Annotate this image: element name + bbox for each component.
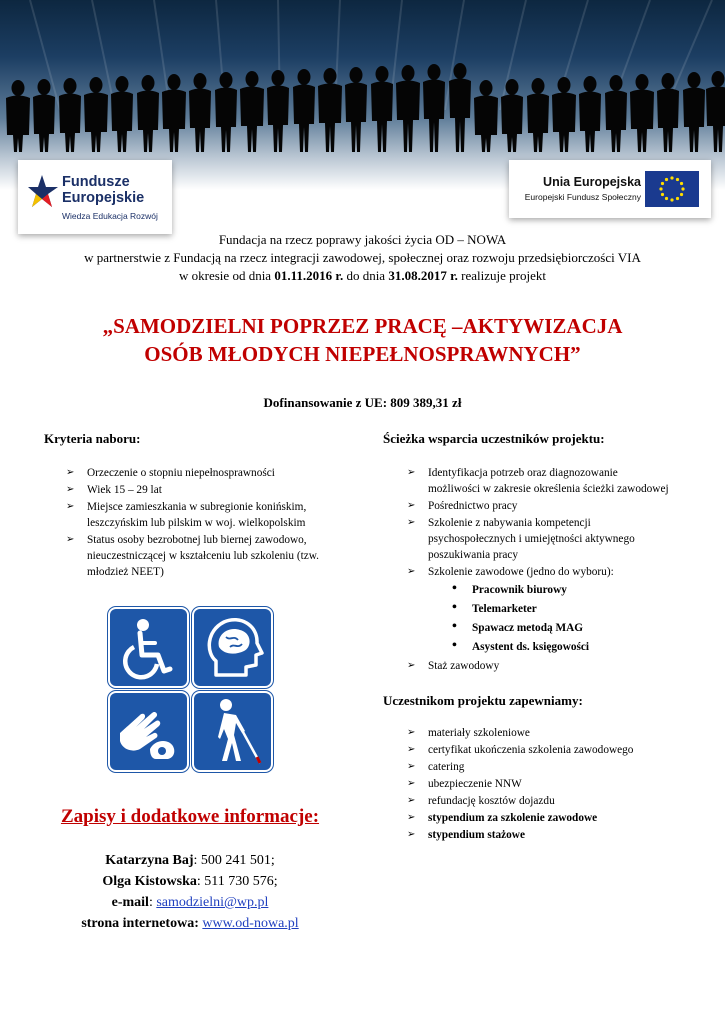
person-silhouette xyxy=(137,75,159,152)
person-silhouette xyxy=(630,74,654,152)
list-item: ➢ Identyfikacja potrzeb oraz diagnozowanie możliwości w zakresie określenia ścieżki zawodowej xyxy=(407,465,672,497)
person-silhouette xyxy=(683,72,705,152)
phone-number: : 511 730 576; xyxy=(196,874,278,889)
signup-heading: Zapisy i dodatkowe informacje: xyxy=(60,806,320,827)
email-label: e-mail xyxy=(111,895,149,910)
person-name: Katarzyna Baj xyxy=(105,853,194,868)
person-silhouette xyxy=(552,77,576,152)
training-options xyxy=(428,582,672,655)
fundusze-europejskie-logo xyxy=(18,160,172,234)
contact-website xyxy=(0,913,380,934)
person-silhouette xyxy=(267,70,289,152)
eu-star xyxy=(680,193,683,196)
training-option: • Telemarketer xyxy=(428,601,672,617)
fe-logo-tagline: Wiedza Edukacja Rozwój xyxy=(62,211,158,221)
website-link[interactable]: www.od-nowa.pl xyxy=(202,916,299,931)
list-item-label: Szkolenie zawodowe (jedno do wyboru): xyxy=(428,566,614,578)
date-from: 01.11.2016 r. xyxy=(274,268,344,283)
fe-logo-line2: Europejskie xyxy=(62,190,145,206)
person-silhouette xyxy=(84,77,108,152)
title-line1: „SAMODZIELNI POPRZEZ PRACĘ –AKTYWIZACJA xyxy=(102,314,623,338)
list-item: ➢ certyfikat ukończenia szkolenia zawodowego xyxy=(407,742,687,758)
eu-star xyxy=(676,197,679,200)
training-option: • Pracownik biurowy xyxy=(428,582,672,598)
ue-logo-line1: Unia Europejska xyxy=(543,175,641,189)
head-brain-icon xyxy=(194,609,271,686)
contact-block xyxy=(0,850,380,934)
list-item: ➢ catering xyxy=(407,759,687,775)
person-silhouette xyxy=(240,71,264,152)
list-item: ➢ refundację kosztów dojazdu xyxy=(407,793,687,809)
person-silhouette xyxy=(527,78,549,152)
phone-number: : 500 241 501; xyxy=(193,853,275,868)
eu-star xyxy=(681,187,684,190)
eu-star xyxy=(676,178,679,181)
contact-email xyxy=(0,892,380,913)
intro-line3-pre: w okresie od dnia xyxy=(179,268,275,283)
training-option: • Asystent ds. księgowości xyxy=(428,639,672,655)
list-item: ➢ Wiek 15 – 29 lat xyxy=(66,482,356,498)
criteria-heading: Kryteria naboru: xyxy=(44,431,141,446)
person-silhouette xyxy=(396,65,420,152)
list-item: ➢ Szkolenie z nabywania kompetencji psychospołecznych i umiejętności aktywnego poszukiwania pracy xyxy=(407,515,672,563)
person-silhouette xyxy=(6,80,30,152)
provide-list xyxy=(407,725,687,844)
person-silhouette xyxy=(33,79,55,152)
fe-logo-line1: Fundusze xyxy=(62,174,130,190)
person-name: Olga Kistowska xyxy=(102,874,197,889)
intro-text xyxy=(0,231,725,285)
ue-logo-line2: Europejski Fundusz Społeczny xyxy=(524,192,641,202)
list-item xyxy=(407,564,672,655)
eu-star xyxy=(661,193,664,196)
email-link[interactable]: samodzielni@wp.pl xyxy=(156,895,269,910)
website-label: strona internetowa: xyxy=(81,916,199,931)
wheelchair-icon xyxy=(110,609,187,686)
person-silhouette xyxy=(189,73,211,152)
funding-amount: Dofinansowanie z UE: 809 389,31 zł xyxy=(263,395,462,410)
contact-person-1 xyxy=(0,850,380,871)
person-silhouette xyxy=(449,63,471,152)
person-silhouette xyxy=(318,68,342,152)
training-option: • Spawacz metodą MAG xyxy=(428,620,672,636)
intro-line2: w partnerstwie z Fundacją na rzecz integracji zawodowej, społecznej oraz rozwoju przedsiębiorczości VIA xyxy=(84,250,641,265)
list-item: ➢ stypendium za szkolenie zawodowe xyxy=(407,810,687,826)
criteria-list xyxy=(66,465,356,581)
list-item: ➢ Status osoby bezrobotnej lub biernej zawodowo, nieuczestniczącej w kształceniu lub szkoleniu (tzw. młodzież NEET) xyxy=(66,532,356,580)
person-silhouette xyxy=(293,69,315,152)
contact-person-2 xyxy=(0,871,380,892)
intro-line1: Fundacja na rzecz poprawy jakości życia OD – NOWA xyxy=(218,232,507,247)
list-item: ➢ ubezpieczenie NNW xyxy=(407,776,687,792)
person-silhouette xyxy=(371,66,393,152)
list-item: ➢ materiały szkoleniowe xyxy=(407,725,687,741)
eu-star xyxy=(665,178,668,181)
fe-star-icon xyxy=(28,175,58,215)
blind-person-icon xyxy=(194,693,271,770)
person-silhouette xyxy=(579,76,601,152)
list-item: ➢ Staż zawodowy xyxy=(407,658,672,674)
person-silhouette xyxy=(706,71,725,152)
eu-flag-icon xyxy=(645,171,699,207)
date-to: 31.08.2017 r. xyxy=(388,268,458,283)
eu-star xyxy=(670,198,673,201)
sign-language-icon xyxy=(110,693,187,770)
support-path-heading: Ścieżka wsparcia uczestników projektu: xyxy=(383,431,605,446)
eu-star xyxy=(680,182,683,185)
person-silhouette xyxy=(605,75,627,152)
eu-star xyxy=(661,182,664,185)
person-silhouette xyxy=(59,78,81,152)
eu-star xyxy=(670,176,673,179)
list-item: ➢ Orzeczenie o stopniu niepełnosprawności xyxy=(66,465,356,481)
list-item: ➢ Pośrednictwo pracy xyxy=(407,498,672,514)
email-separator: : xyxy=(148,895,157,910)
eu-star xyxy=(665,197,668,200)
list-item: ➢ stypendium stażowe xyxy=(407,827,687,843)
eu-star xyxy=(659,187,662,190)
provide-heading: Uczestnikom projektu zapewniamy: xyxy=(383,693,583,708)
unia-europejska-logo xyxy=(509,160,711,218)
person-silhouette xyxy=(111,76,133,152)
list-item: ➢ Miejsce zamieszkania w subregionie konińskim, leszczyńskim lub pilskim w woj. wielkopolskim xyxy=(66,499,356,531)
intro-line3-post: realizuje projekt xyxy=(457,268,546,283)
person-silhouette xyxy=(345,67,367,152)
person-silhouette xyxy=(423,64,445,152)
intro-line3 xyxy=(0,267,725,285)
intro-line3-mid: do dnia xyxy=(343,268,389,283)
person-silhouette xyxy=(474,80,498,152)
support-path-list xyxy=(407,465,672,675)
project-title xyxy=(0,312,725,368)
person-silhouette xyxy=(215,72,237,152)
title-line2: OSÓB MŁODYCH NIEPEŁNOSPRAWNYCH” xyxy=(144,342,581,366)
